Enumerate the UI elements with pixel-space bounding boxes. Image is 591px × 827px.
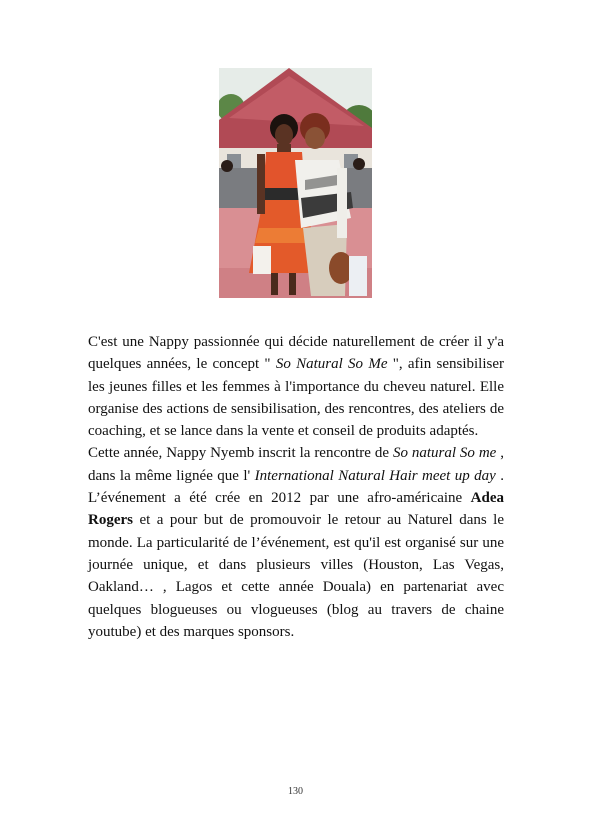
event-name-international: International Natural Hair meet up day xyxy=(254,467,496,484)
concept-name: So Natural So Me xyxy=(275,356,388,373)
paragraph-1-text-b: ", afin sensibiliser les jeunes filles et les femmes à l'importance du cheveu naturel. Elle organise des actions de sensibilisation, des rencontres, des ateliers de coaching, et se lance dans la vente et conseil de produits adaptés. xyxy=(88,356,504,440)
paragraph-2-text-d: et a pour but de promouvoir le retour au Naturel dans le monde. La particularité de l’événement, est qu'il est organisé sur une journée unique, et dans plusieurs villes (Houston, Las Vegas, Oakland… , Lagos et cette année Douala) en partenariat avec quelques blogueuses ou vlogueuses (blog au travers de chaine youtube) et des marques sponsors. xyxy=(88,512,504,640)
body-text xyxy=(88,331,504,643)
page-number: 130 xyxy=(288,786,303,797)
photo-two-women xyxy=(219,68,372,298)
paragraph-2 xyxy=(88,442,504,643)
paragraph-1 xyxy=(88,331,504,442)
paragraph-2-text-c: . L’événement a été crée en 2012 par une afro-américaine xyxy=(88,467,505,507)
paragraph-1-text-a: C'est une Nappy passionnée qui décide naturellement de créer il y'a quelques années, le concept " xyxy=(88,334,504,373)
photo-illustration xyxy=(219,68,372,298)
paragraph-2-text-b: , dans la même lignée que l' xyxy=(88,445,505,484)
paragraph-2-text-a: Cette année, Nappy Nyemb inscrit la rencontre de xyxy=(88,445,393,462)
founder-name: Adea Rogers xyxy=(88,490,504,529)
event-name-local: So natural So me xyxy=(392,445,497,462)
